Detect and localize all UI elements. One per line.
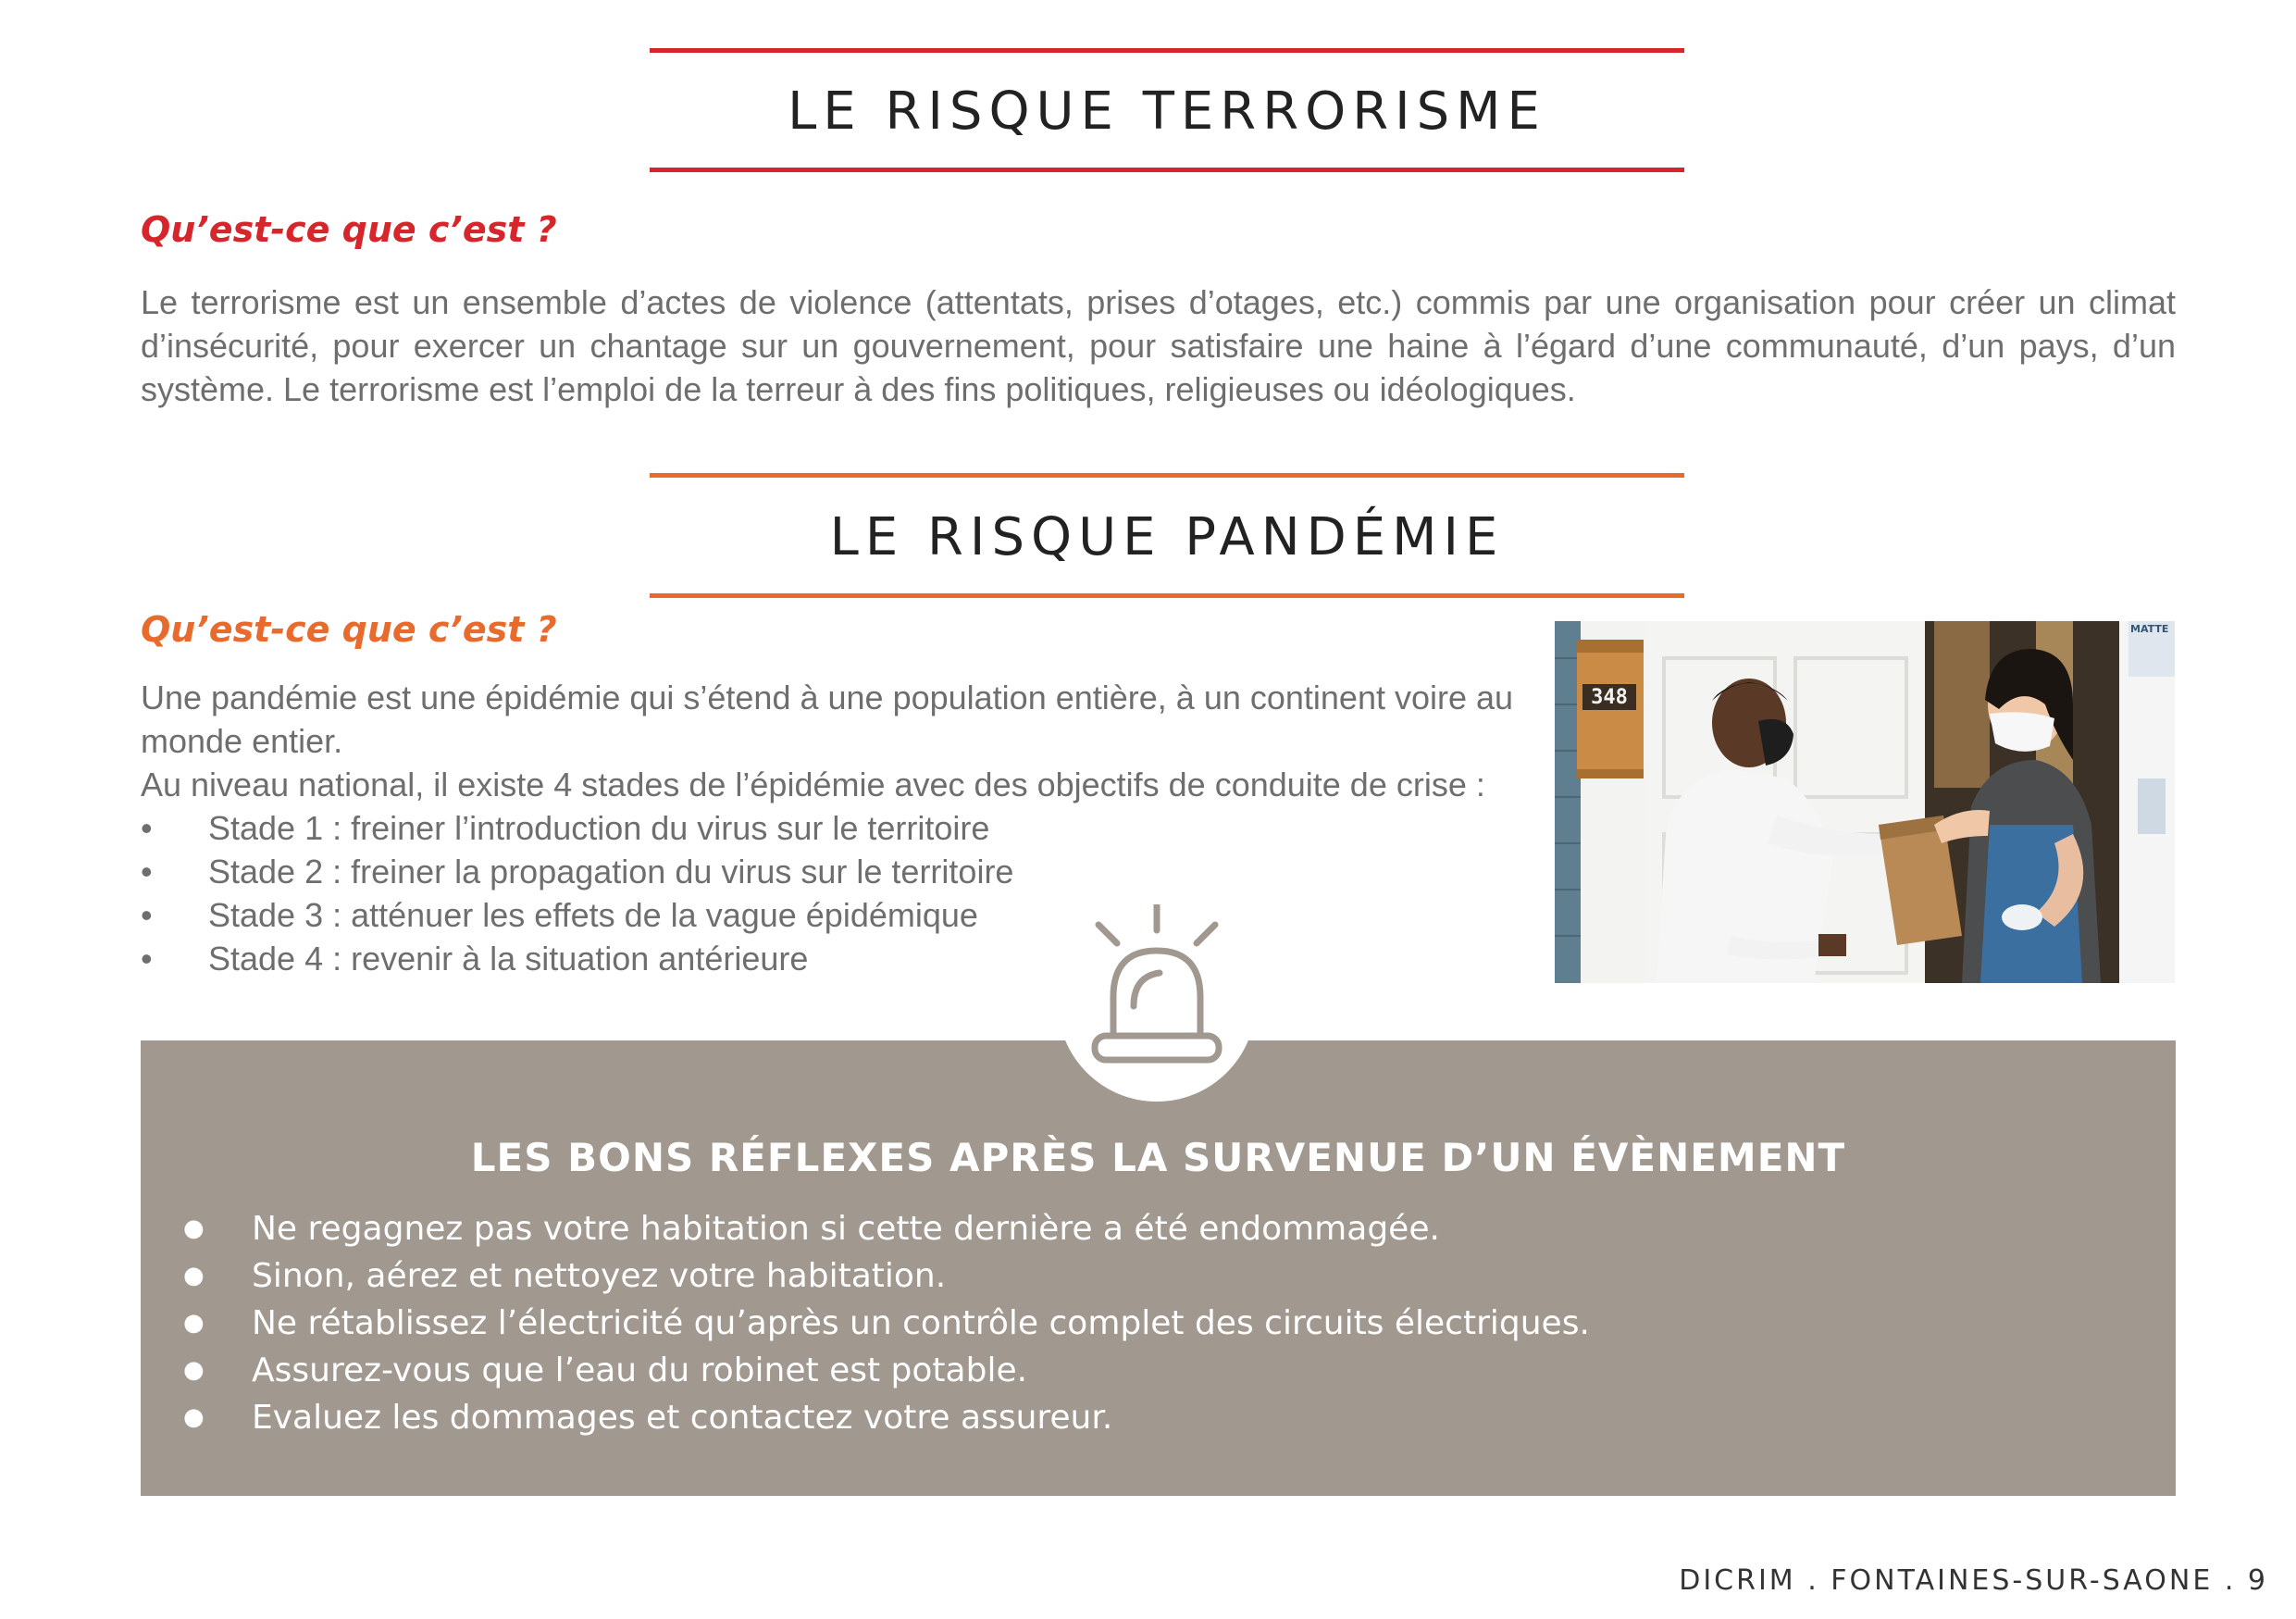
reflexes-item: ● Evaluez les dommages et contactez votre assureur. bbox=[183, 1394, 1590, 1441]
reflexes-item: ● Sinon, aérez et nettoyez votre habitation. bbox=[183, 1252, 1590, 1300]
pandemie-question: Qu’est-ce que c’est ? bbox=[141, 609, 557, 650]
reflexes-item: ● Ne regagnez pas votre habitation si cette dernière a été endommagée. bbox=[183, 1205, 1590, 1252]
stage-item-3: • Stade 3 : atténuer les effets de la vague épidémique bbox=[141, 893, 1547, 937]
terrorisme-top-rule bbox=[650, 48, 1684, 53]
pandemie-title: LE RISQUE PANDÉMIE bbox=[829, 507, 1505, 567]
pandemie-intro: Une pandémie est une épidémie qui s’étend à une population entière, à un continent voire au monde entier. bbox=[141, 679, 1514, 760]
reflexes-item: ● Assurez-vous que l’eau du robinet est potable. bbox=[183, 1347, 1590, 1394]
terrorisme-title: LE RISQUE TERRORISME bbox=[788, 81, 1546, 142]
terrorisme-text: Le terrorisme est un ensemble d’actes de violence (attentats, prises d’otages, etc.) commis par une organisation pour créer un climat d’insécurité, pour exercer un chantage sur un gouvernement, pour satisfaire une haine à l’égard d’une communauté, d’un pays, d’un système. Le terrorisme est l’emploi de la terreur à des fins politiques, religieuses ou idéologiques. bbox=[141, 283, 2176, 408]
stage-item-4: • Stade 4 : revenir à la situation antérieure bbox=[141, 937, 1547, 980]
siren-icon bbox=[1078, 904, 1235, 1090]
stage-item-1: • Stade 1 : freiner l’introduction du virus sur le territoire bbox=[141, 806, 1547, 850]
stage-list bbox=[141, 806, 1547, 980]
pandemie-text-block bbox=[141, 676, 1547, 980]
pandemie-stages-intro: Au niveau national, il existe 4 stades de l’épidémie avec des objectifs de conduite de crise : bbox=[141, 766, 1485, 803]
reflexes-title: LES BONS RÉFLEXES APRÈS LA SURVENUE D’UN ÉVÈNEMENT bbox=[470, 1135, 1846, 1180]
stage-item-2: • Stade 2 : freiner la propagation du virus sur le territoire bbox=[141, 850, 1547, 893]
reflexes-item: ● Ne rétablissez l’électricité qu’après un contrôle complet des circuits électriques. bbox=[183, 1300, 1590, 1347]
reflexes-list bbox=[183, 1205, 1590, 1441]
siren-badge bbox=[1058, 853, 1256, 1102]
terrorisme-bottom-rule bbox=[650, 168, 1684, 172]
pandemie-bottom-rule bbox=[650, 593, 1684, 598]
reflexes-panel bbox=[141, 1040, 2176, 1496]
shop-sign: MATTE bbox=[2130, 623, 2169, 635]
house-number: 348 bbox=[1591, 686, 1628, 709]
delivery-photo bbox=[1555, 621, 2175, 983]
terrorisme-question: Qu’est-ce que c’est ? bbox=[141, 209, 557, 250]
pandemie-top-rule bbox=[650, 473, 1684, 478]
page-footer: DICRIM . FONTAINES-SUR-SAONE . 9 bbox=[1679, 1564, 2268, 1597]
